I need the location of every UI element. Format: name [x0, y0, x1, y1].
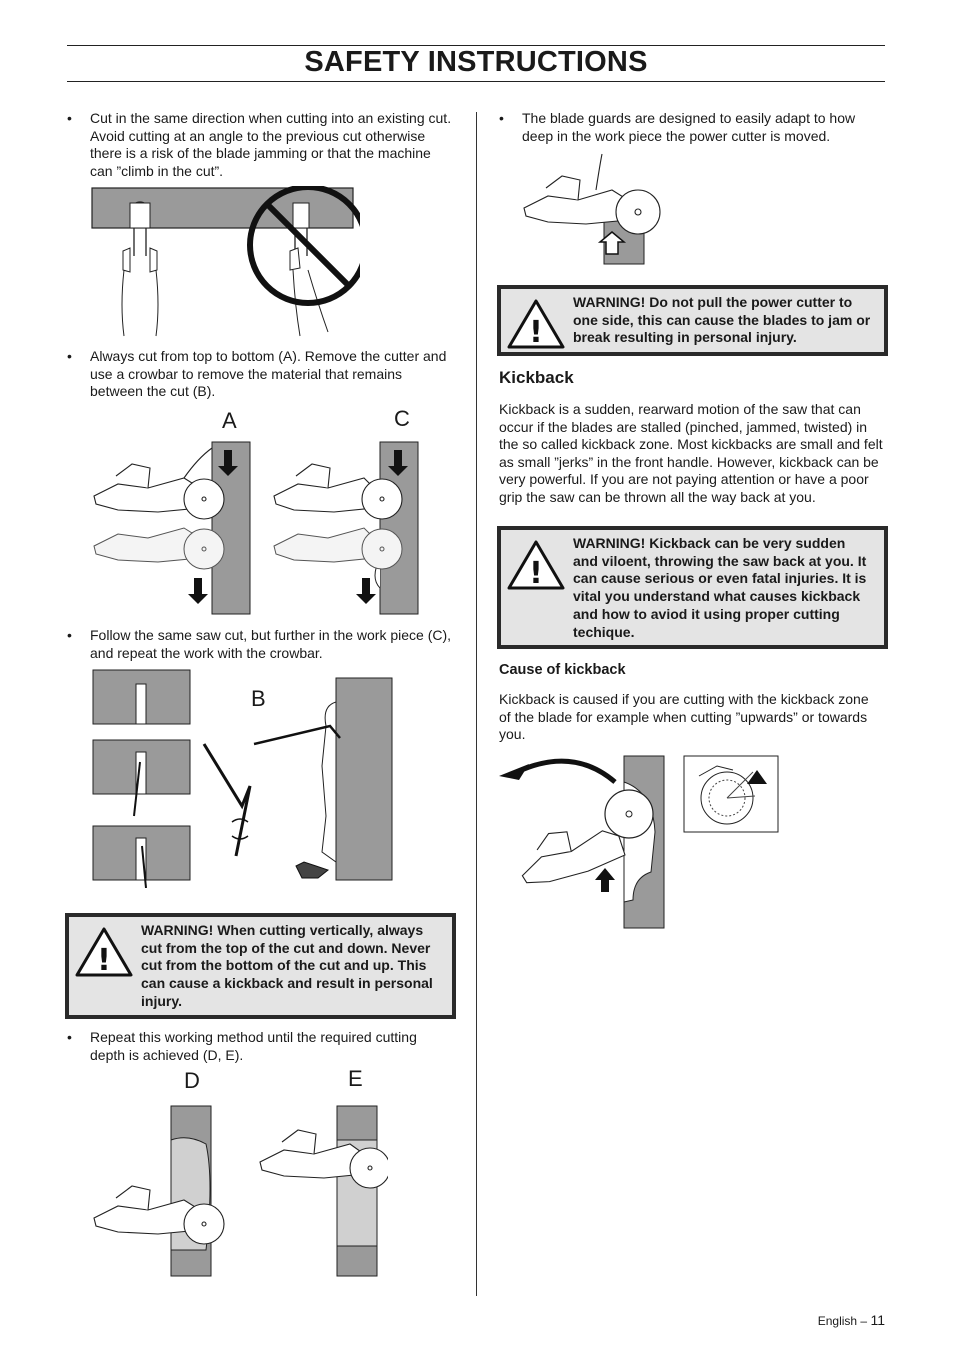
kickback-heading: Kickback [499, 368, 574, 387]
blade-guard-figure [520, 150, 670, 268]
warning-triangle-icon [507, 299, 565, 349]
warning-kickback-sudden: ! WARNING! Kickback can be very sudden and viloent, throwing the saw back at you. It can cause serious or even fatal injuries. It is vital you understand what causes kickback and how to aviod it using proper cutting techique. [497, 526, 888, 649]
warning-pull-sideways: ! WARNING! Do not pull the power cutter to one side, this can cause the blades to jam or break resulting in personal injury. [497, 285, 888, 356]
figure-label-c: C [394, 406, 410, 431]
figure-label-b: B [251, 686, 266, 711]
svg-text:!: ! [97, 943, 111, 977]
warning-triangle-icon [507, 540, 565, 590]
page-footer [818, 1312, 885, 1328]
warning-vertical-cutting: ! WARNING! When cutting vertically, always cut from the top of the cut and down. Never cut from the bottom of the cut and up. This can cause a kickback and result in personal injury. [65, 913, 456, 1019]
page-number: 11 [870, 1312, 885, 1328]
kickback-figure [493, 752, 783, 932]
cause-paragraph: Kickback is caused if you are cutting with the kickback zone of the blade for example when cutting ”upwards” or towards you. [499, 691, 869, 742]
warning-triangle-icon [75, 927, 133, 977]
svg-text:!: ! [529, 556, 543, 590]
cut-top-to-bottom-figure [88, 438, 428, 618]
column-divider [476, 112, 477, 1296]
footer-dash: – [860, 1314, 868, 1328]
cut-direction-figure [90, 186, 360, 338]
svg-text:!: ! [529, 315, 543, 349]
bullet-dot: • [67, 110, 72, 126]
figure-label-d: D [184, 1068, 200, 1093]
kickback-paragraph: Kickback is a sudden, rearward motion of the saw that can occur if the blades are stalled (pinched, jammed, twisted) in the so called kickback zone. Most kickbacks are small and felt as small ”jerks” in the front handle. However, kickback can be very powerful. If you are not paying attention or have a poor grip the saw can be thrown all the way back at you. [499, 401, 883, 505]
footer-language: English [817, 1314, 858, 1328]
cutting-depth-figure [88, 1100, 388, 1280]
crowbar-figure [90, 666, 395, 888]
cause-of-kickback-heading: Cause of kickback [499, 662, 626, 678]
page-title: SAFETY INSTRUCTIONS [304, 46, 648, 78]
header-rule-bottom [67, 81, 885, 82]
figure-label-e: E [348, 1066, 363, 1091]
figure-label-a: A [222, 408, 237, 433]
